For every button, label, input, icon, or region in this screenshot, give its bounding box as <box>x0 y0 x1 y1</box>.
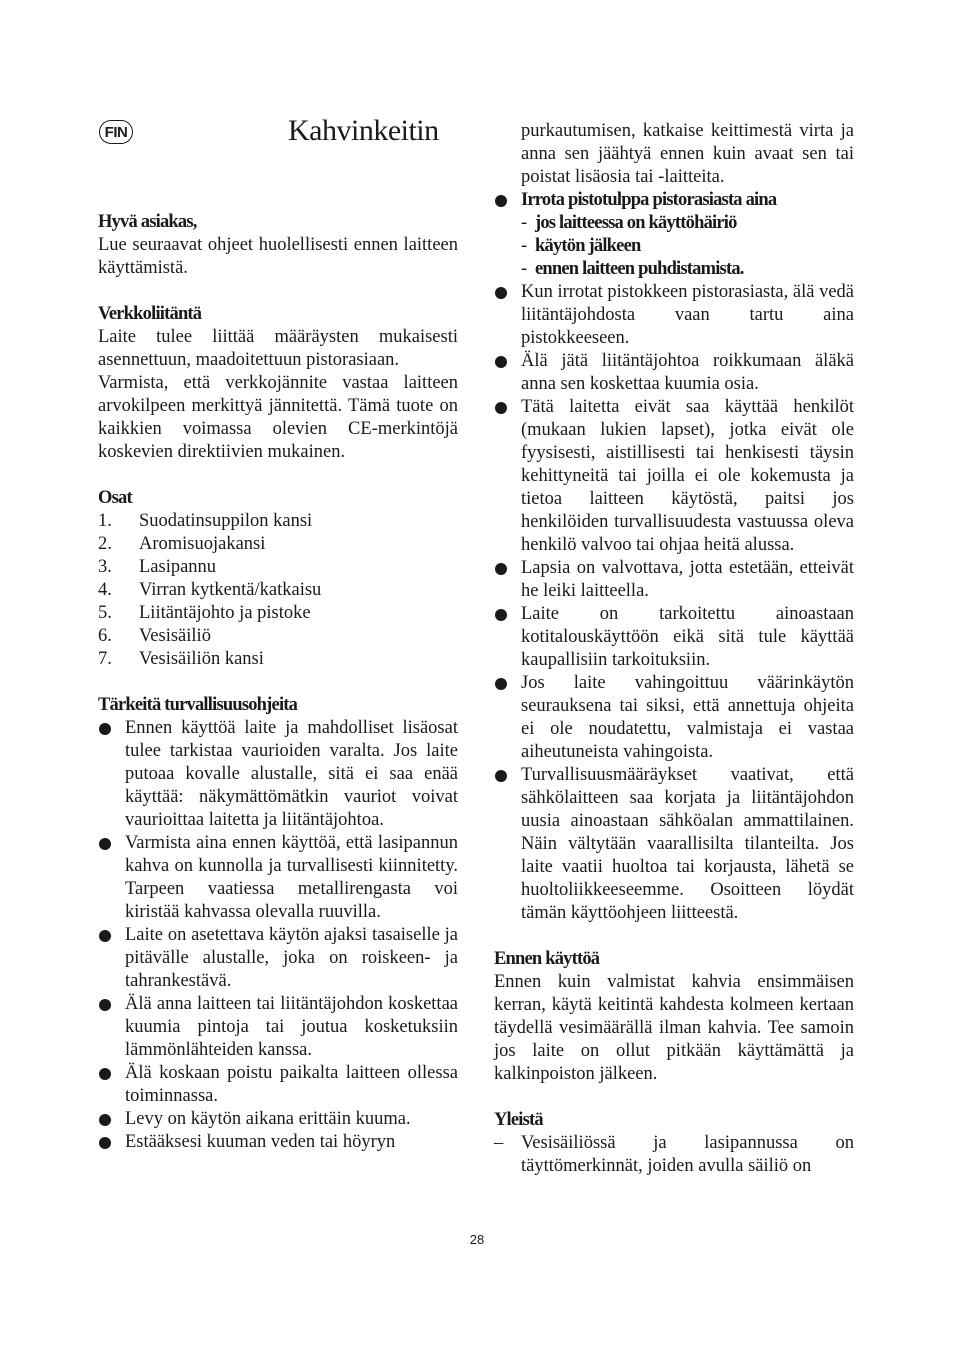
parts-list <box>98 510 458 671</box>
bullet-icon <box>495 678 507 690</box>
before-use-heading: Ennen käyttöä <box>494 949 600 969</box>
list-item: Älä koskaan poistu paikalta laitteen ollessa toiminnassa. <box>98 1062 458 1108</box>
list-item: Ennen käyttöä laite ja mahdolliset lisäosat tulee tarkistaa vaurioiden varalta. Jos laite putoaa kovalle alustalle, sitä ei saa enää käyttää: näkymättömätkin vauriot voivat vaurioittaa laitetta ja liitäntäjohtoa. <box>98 717 458 832</box>
bullet-icon <box>495 195 507 207</box>
list-item: purkautumisen, katkaise keittimestä virta ja anna sen jäähtyä ennen kuin avaat sen tai poistat lisäosia tai -laitteita. <box>521 121 854 187</box>
power-text-1: Laite tulee liittää määräysten mukaisesti asennettuun, maadoitettuun pistorasiaan. <box>98 327 458 370</box>
safety-list-continued <box>494 120 854 925</box>
safety-list <box>98 717 458 1154</box>
general-heading: Yleistä <box>494 1110 543 1130</box>
bullet-icon <box>495 770 507 782</box>
list-item: Irrota pistotulppa pistorasiasta aina - jos laitteessa on käyttöhäiriö - käytön jälkeen - ennen laitteen puhdistamista. <box>494 189 854 281</box>
list-item: 3. Lasipannu <box>98 557 217 577</box>
bullet-icon <box>495 402 507 414</box>
list-item: Lapsia on valvottava, jotta estetään, etteivät he leiki laitteella. <box>494 557 854 603</box>
before-use-text: Ennen kuin valmistat kahvia ensimmäisen kerran, käytä keitintä kahdesta kolmeen kertaan täydellä vesimäärällä ilman kahvia. Tee samoin jos laite on ollut pitkään käyttämättä ja kalkinpoiston jälkeen. <box>494 972 854 1084</box>
bullet-icon <box>99 1114 111 1126</box>
list-item: Älä anna laitteen tai liitäntäjohdon koskettaa kuumia pintoja tai joutua kosketuksiin lämmönlähteiden kanssa. <box>98 993 458 1062</box>
list-item: Estääksesi kuuman veden tai höyryn <box>98 1131 458 1154</box>
greeting-text: Lue seuraavat ohjeet huolellisesti ennen laitteen käyttämistä. <box>98 235 458 278</box>
page-number: 28 <box>469 1232 485 1247</box>
list-item: Älä jätä liitäntäjohtoa roikkumaan äläkä anna sen koskettaa kuumia osia. <box>494 350 854 396</box>
power-text-2: Varmista, että verkkojännite vastaa laitteen arvokilpeen merkittyä jännitettä. Tämä tuote on kaikkien voimassa olevien CE-merkintöjä koskevien direktiivien mukainen. <box>98 373 458 462</box>
bullet-icon <box>99 1068 111 1080</box>
bullet-icon <box>495 609 507 621</box>
list-item: Levy on käytön aikana erittäin kuuma. <box>98 1108 458 1131</box>
list-item: Turvallisuusmääräykset vaativat, että sähkölaitteen saa korjata ja liitäntäjohdon uusia ainoastaan sähköalan ammattilainen. Näin vältytään vaarallisilta tilanteilta. Jos laite vaatii huoltoa tai korjausta, lähetä se huoltoliikkeeseemme. Osoitteen löydät tämän käyttöohjeen liitteestä. <box>494 764 854 925</box>
left-column <box>98 211 458 1154</box>
bullet-icon <box>99 999 111 1011</box>
bullet-icon <box>495 356 507 368</box>
list-item: 4. Virran kytkentä/katkaisu <box>98 580 322 600</box>
general-list <box>494 1132 854 1178</box>
safety-heading: Tärkeitä turvallisuusohjeita <box>98 695 298 715</box>
bullet-icon <box>495 287 507 299</box>
right-column <box>494 120 854 1178</box>
language-badge: FIN <box>99 120 133 144</box>
parts-heading: Osat <box>98 488 132 508</box>
list-item: 7. Vesisäiliön kansi <box>98 649 264 669</box>
list-item: 1. Suodatinsuppilon kansi <box>98 511 313 531</box>
list-item: Laite on tarkoitettu ainoastaan kotitalouskäyttöön eikä sitä tule käyttää kaupallisiin tarkoituksiin. <box>494 603 854 672</box>
list-item: Tätä laitetta eivät saa käyttää henkilöt (mukaan lukien lapset), jotka eivät ole fyysisesti, aistillisesti tai henkisesti täysin kehittyneitä tai joilla ei ole kokemusta ja tietoa laitteen käytöstä, paitsi jos henkilöiden turvallisuudesta vastuussa oleva henkilö valvoo tai ohjaa heitä alussa. <box>494 396 854 557</box>
list-item: 6. Vesisäiliö <box>98 626 211 646</box>
list-item: 5. Liitäntäjohto ja pistoke <box>98 603 311 623</box>
list-item: Kun irrotat pistokkeen pistorasiasta, älä vedä liitäntäjohdosta vaan tartu aina pistokkeeseen. <box>494 281 854 350</box>
unplug-sublist <box>521 212 854 281</box>
power-heading: Verkkoliitäntä <box>98 304 202 324</box>
bullet-icon <box>99 723 111 735</box>
list-item: - jos laitteessa on käyttöhäiriö <box>521 213 737 233</box>
list-item: 2. Aromisuojakansi <box>98 534 266 554</box>
bullet-icon <box>495 563 507 575</box>
page-title: Kahvinkeitin <box>288 114 439 147</box>
bullet-icon <box>99 1137 111 1149</box>
greeting-heading: Hyvä asiakas, <box>98 212 197 232</box>
list-item: Laite on asetettava käytön ajaksi tasaiselle ja pitävälle alustalle, joka on roiskeen- ja tahrankestävä. <box>98 924 458 993</box>
list-item: - ennen laitteen puhdistamista. <box>521 259 744 279</box>
list-item: – Vesisäiliössä ja lasipannussa on täyttömerkinnät, joiden avulla säiliö on <box>494 1133 854 1176</box>
list-item: Varmista aina ennen käyttöä, että lasipannun kahva on kunnolla ja turvallisesti kiinnitetty. Tarpeen vaatiessa metallirengasta voi kiristää kahvassa olevalla ruuvilla. <box>98 832 458 924</box>
list-item: - käytön jälkeen <box>521 236 641 256</box>
bullet-icon <box>99 838 111 850</box>
list-item: Jos laite vahingoittuu väärinkäytön seurauksena tai siksi, että annettuja ohjeita ei ole noudatettu, valmistaja ei vastaa aiheutuneista vahingoista. <box>494 672 854 764</box>
bullet-icon <box>99 930 111 942</box>
